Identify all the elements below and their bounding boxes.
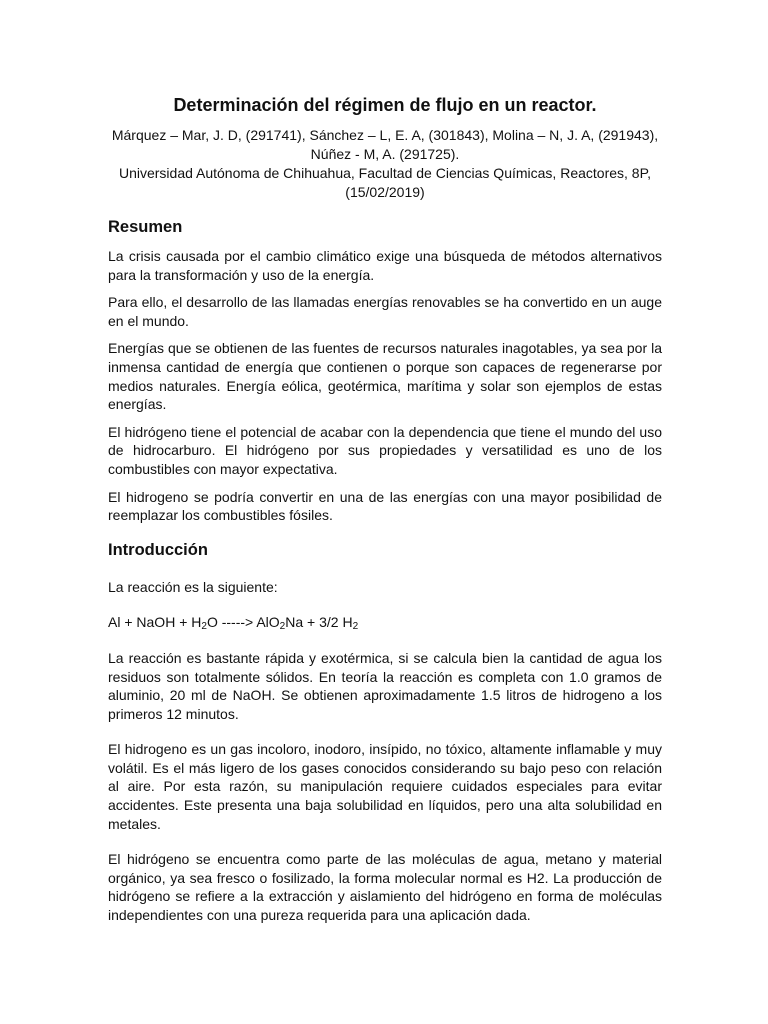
resumen-paragraph: Energías que se obtienen de las fuentes de recursos naturales inagotables, ya sea por la inmensa cantidad de energía que contienen o porque son capaces de regenerarse por medios naturales. Energía eólica, geotérmica, marítima y solar son ejemplos de estas energías. bbox=[108, 340, 662, 413]
author-list: Márquez – Mar, J. D, (291741), Sánchez – L, E. A, (301843), Molina – N, J. A, (291943), Núñez - M, A. (291725). bbox=[111, 127, 659, 162]
reaction-text: Na + 3/2 H bbox=[285, 614, 353, 631]
intro-paragraph: El hidrogeno es un gas incoloro, inodoro, insípido, no tóxico, altamente inflamable y muy volátil. Es el más ligero de los gases conocidos considerando su bajo peso con relación al aire. Por esta razón, su manipulación requiere cuidados especiales para evitar accidentes. Este presenta una baja solubilidad en líquidos, pero una alta solubilidad en metales. bbox=[108, 741, 662, 832]
reaction-text: O -----> AlO bbox=[206, 614, 280, 631]
resumen-paragraph: El hidrógeno tiene el potencial de acabar con la dependencia que tiene el mundo del uso de hidrocarburo. El hidrógeno por sus propiedades y versatilidad es uno de los combustibles con mayor expectativa. bbox=[108, 423, 662, 477]
section-heading-resumen: Resumen bbox=[108, 218, 183, 236]
intro-paragraph: El hidrógeno se encuentra como parte de las moléculas de agua, metano y material orgánico, ya sea fresco o fosilizado, la forma molecular normal es H2. La producción de hidrógeno se refiere a la extracción y aislamiento del hidrógeno en forma de moléculas independientes con una pureza requerida para una aplicación dada. bbox=[108, 851, 662, 924]
section-heading-introduccion: Introducción bbox=[108, 540, 208, 559]
intro-paragraph: La reacción es bastante rápida y exotérmica, si se calcula bien la cantidad de agua los residuos son totalmente sólidos. En teoría la reacción es completa con 1.0 gramos de aluminio, 20 ml de NaOH. Se obtienen aproximadamente 1.5 litros de hidrogeno a los primeros 12 minutos. bbox=[108, 649, 662, 722]
reaction-subscript: 2 bbox=[201, 621, 207, 633]
reaction-lead: La reacción es la siguiente: bbox=[108, 578, 278, 595]
reaction-subscript: 2 bbox=[352, 621, 359, 633]
resumen-paragraph: El hidrogeno se podría convertir en una de las energías con una mayor posibilidad de reemplazar los combustibles fósiles. bbox=[108, 488, 662, 524]
resumen-paragraph: Para ello, el desarrollo de las llamadas energías renovables se ha convertido en un auge en el mundo. bbox=[108, 294, 662, 329]
affiliation: Universidad Autónoma de Chihuahua, Facultad de Ciencias Químicas, Reactores, 8P, (15/02/2019) bbox=[118, 165, 652, 200]
chemical-reaction bbox=[108, 613, 662, 632]
resumen-paragraph: La crisis causada por el cambio climático exige una búsqueda de métodos alternativos para la transformación y uso de la energía. bbox=[108, 248, 662, 283]
reaction-subscript: 2 bbox=[279, 621, 286, 633]
document-body bbox=[108, 84, 662, 925]
paper-title: Determinación del régimen de flujo en un reactor. bbox=[173, 95, 597, 115]
reaction-text: Al + NaOH + H bbox=[108, 614, 202, 631]
